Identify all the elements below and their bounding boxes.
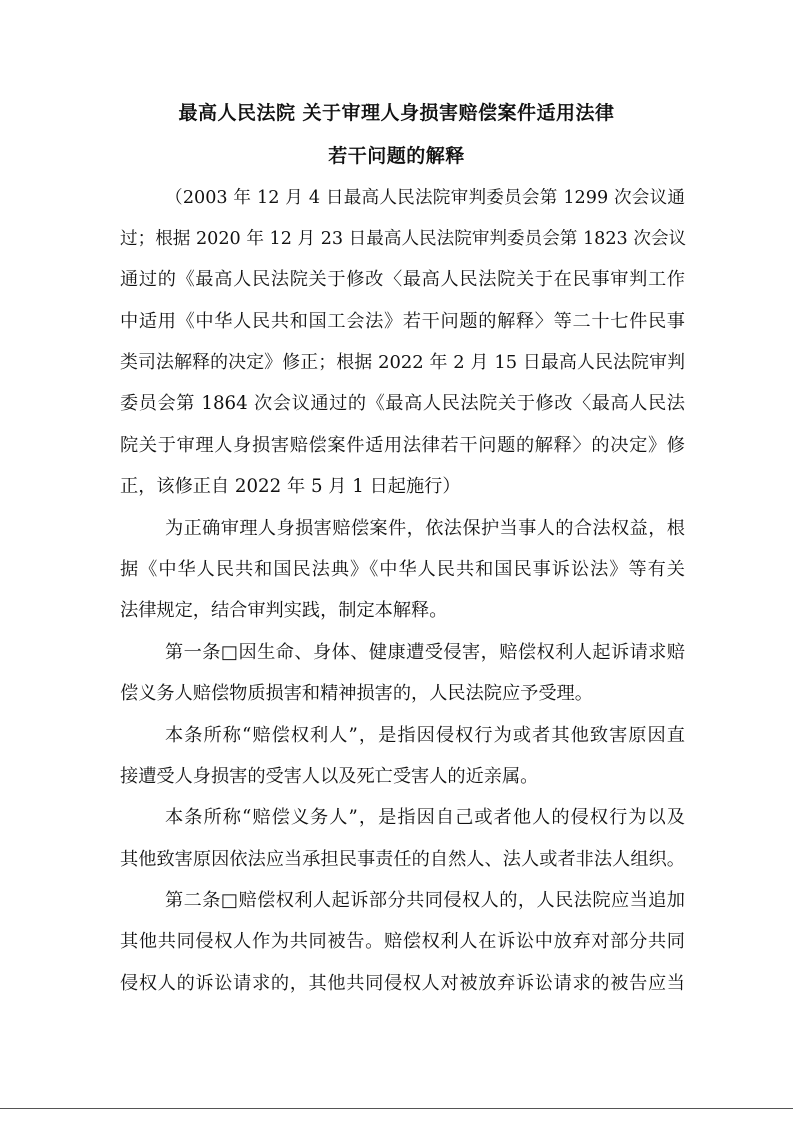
text-line: 第一条□因生命、身体、健康遭受侵害，赔偿权利人起诉请求赔 xyxy=(165,642,685,663)
text-line: 据《中华人民共和国民法典》《中华人民共和国民事诉讼法》等有关 xyxy=(120,559,685,580)
document-title-line-1: 最高人民法院 关于审理人身损害赔偿案件适用法律 xyxy=(178,102,615,124)
text-line: 法律规定，结合审判实践，制定本解释。 xyxy=(120,600,448,621)
page-bottom-divider xyxy=(0,1108,793,1109)
text-line: （2003 年 12 月 4 日最高人民法院审判委员会第 1299 次会议通 xyxy=(165,188,685,208)
text-line: 接遭受人身损害的受害人以及死亡受害人的近亲属。 xyxy=(120,766,539,787)
text-line: 其他共同侵权人作为共同被告。赔偿权利人在诉讼中放弃对部分共同 xyxy=(120,931,685,952)
text-line: 偿义务人赔偿物质损害和精神损害的，人民法院应予受理。 xyxy=(120,683,593,704)
text-line: 侵权人的诉讼请求的，其他共同侵权人对被放弃诉讼请求的被告应当 xyxy=(120,973,685,994)
text-line: 其他致害原因依法应当承担民事责任的自然人、法人或者非法人组织。 xyxy=(120,849,685,870)
document-title-line-2: 若干问题的解释 xyxy=(328,145,465,167)
text-line: 院关于审理人身损害赔偿案件适用法律若干问题的解释〉的决定》修 xyxy=(120,435,685,456)
text-line: 正，该修正自 2022 年 5 月 1 日起施行） xyxy=(120,476,461,497)
text-line: 过；根据 2020 年 12 月 23 日最高人民法院审判委员会第 1823 次会议 xyxy=(120,229,687,249)
text-line: 类司法解释的决定》修正；根据 2022 年 2 月 15 日最高人民法院审判 xyxy=(120,352,685,373)
text-line: 第二条□赔偿权利人起诉部分共同侵权人的，人民法院应当追加 xyxy=(165,890,685,911)
text-line: 中适用《中华人民共和国工会法》若干问题的解释〉等二十七件民事 xyxy=(120,311,685,332)
text-line: 本条所称“赔偿义务人”，是指因自己或者他人的侵权行为以及 xyxy=(165,807,685,828)
text-line: 本条所称“赔偿权利人”，是指因侵权行为或者其他致害原因直 xyxy=(165,725,685,746)
text-line: 委员会第 1864 次会议通过的《最高人民法院关于修改〈最高人民法 xyxy=(120,393,685,414)
text-line: 通过的《最高人民法院关于修改〈最高人民法院关于在民事审判工作 xyxy=(120,269,685,290)
text-line: 为正确审理人身损害赔偿案件，依法保护当事人的合法权益，根 xyxy=(165,518,685,539)
